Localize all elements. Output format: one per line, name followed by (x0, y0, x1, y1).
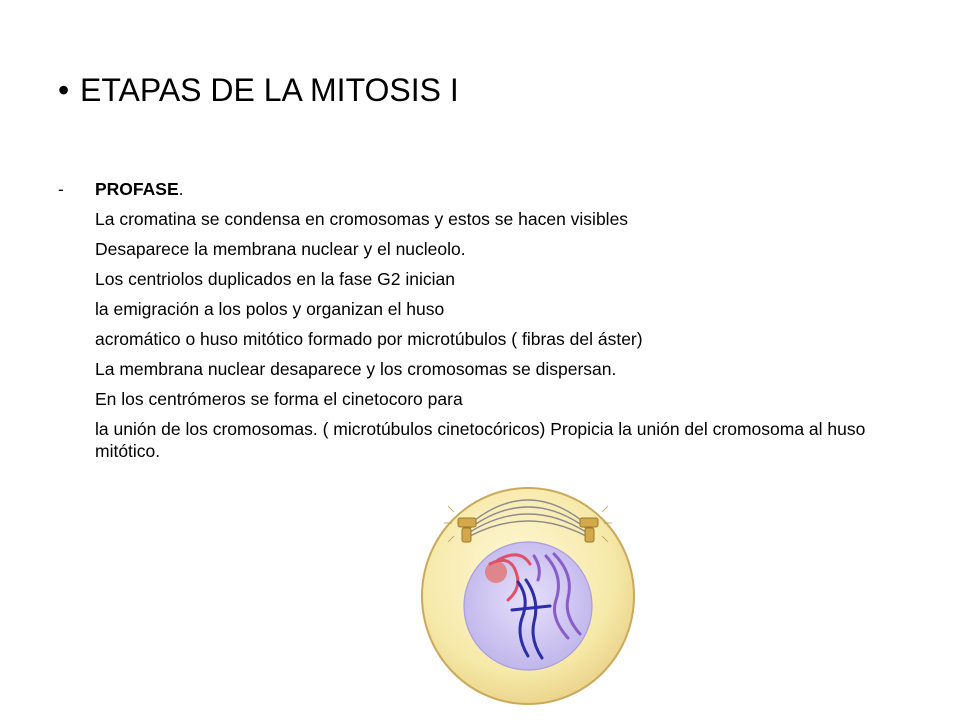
section-heading-text: PROFASE (95, 179, 179, 199)
text-line: Los centriolos duplicados en la fase G2 inician (95, 269, 455, 289)
text-line: Desaparece la membrana nuclear y el nucleolo. (95, 239, 466, 259)
text-line: la emigración a los polos y organizan el huso (95, 299, 445, 319)
section-lines (58, 204, 878, 462)
section-dash: - (58, 179, 64, 199)
text-line: la unión de los cromosomas. ( microtúbulos cinetocóricos) Propicia la unión del cromosoma al huso mitótico. (95, 419, 866, 461)
text-line: En los centrómeros se forma el cinetocoro para (95, 389, 463, 409)
text-line: La membrana nuclear desaparece y los cromosomas se dispersan. (95, 359, 617, 379)
section-heading (58, 174, 878, 204)
content-block (58, 174, 878, 462)
title-bullet: • (58, 72, 70, 108)
section-heading-suffix: . (178, 179, 184, 199)
title-text: ETAPAS DE LA MITOSIS I (80, 72, 459, 108)
nucleolus (485, 561, 507, 583)
slide-title (58, 70, 459, 110)
text-line: La cromatina se condensa en cromosomas y estos se hacen visibles (95, 209, 629, 229)
prophase-cell-illustration (418, 468, 638, 708)
text-line: acromático o huso mitótico formado por microtúbulos ( fibras del áster) (95, 329, 643, 349)
